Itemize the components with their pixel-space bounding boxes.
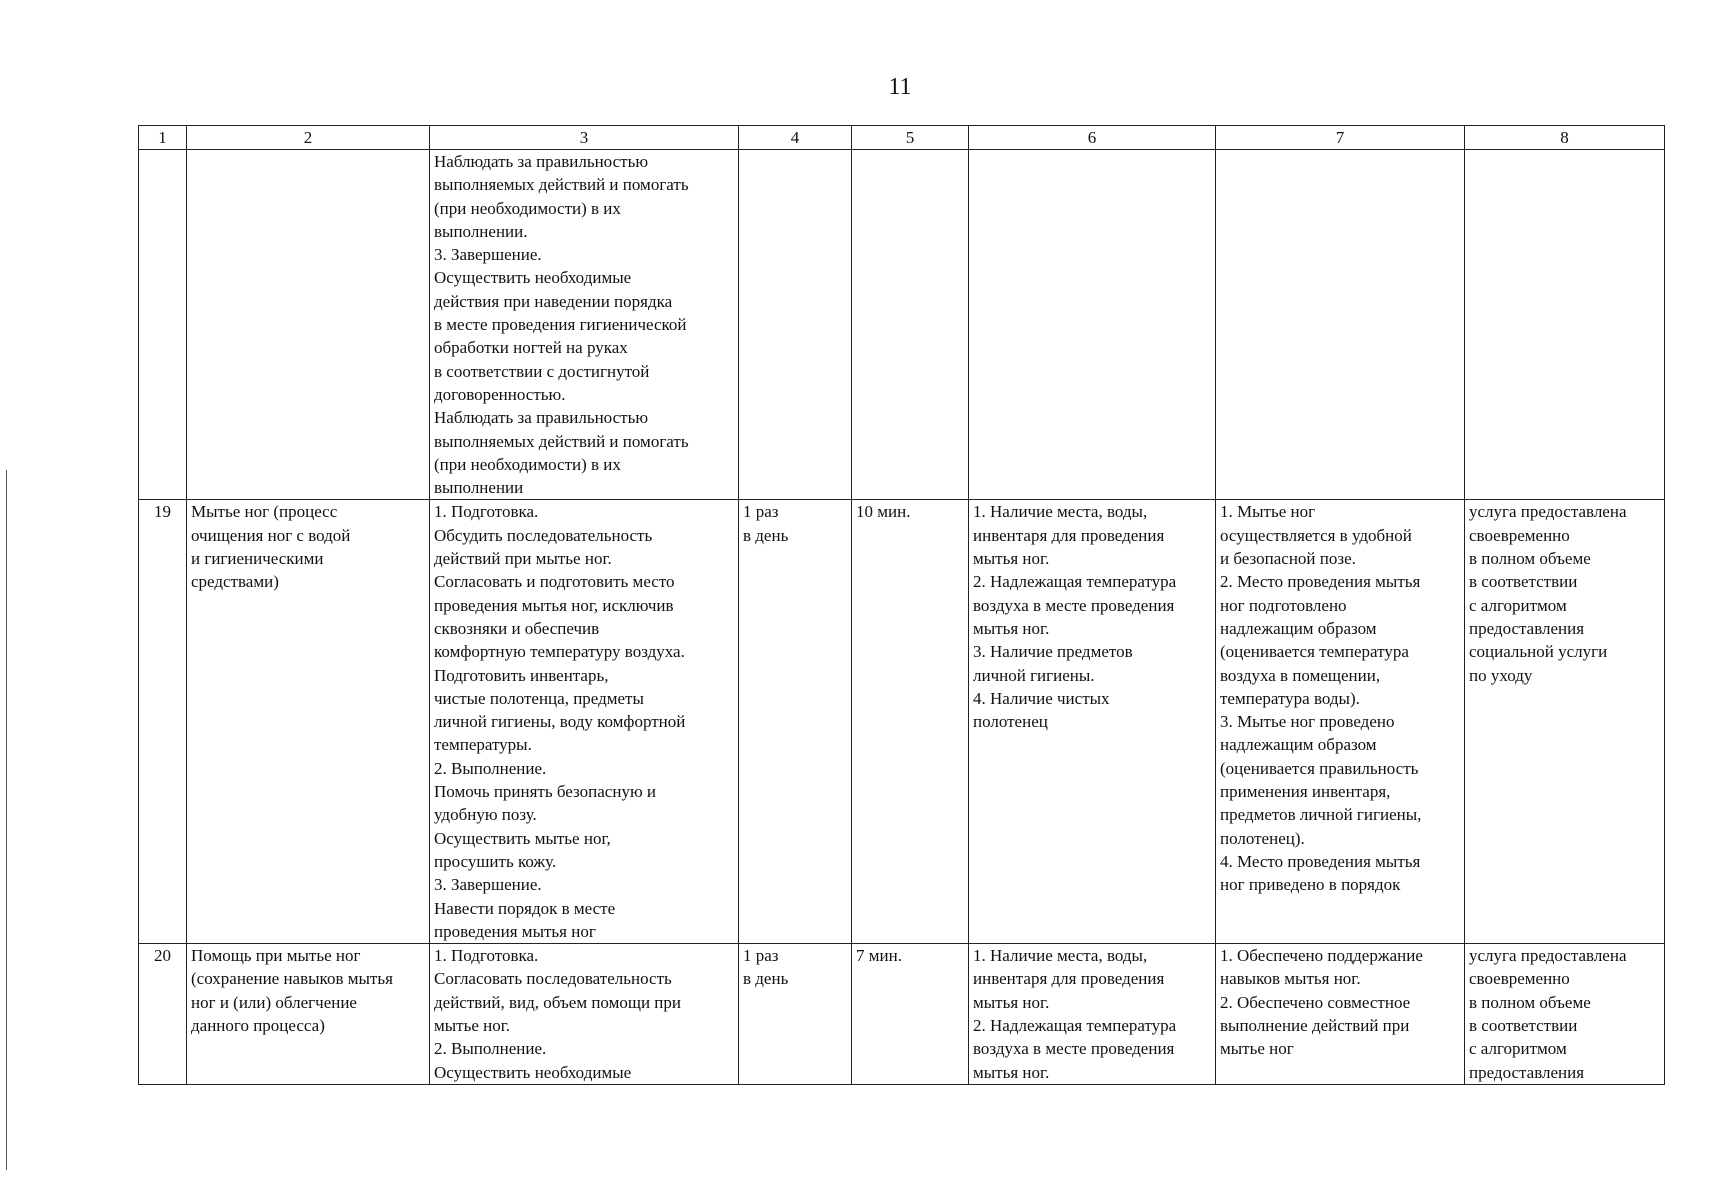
cell-line: ног и (или) облегчение xyxy=(191,992,357,1012)
cell-line: Наблюдать за правильностью xyxy=(434,408,649,428)
cell-line: выполняемых действий и помогать xyxy=(434,175,689,195)
cell-empty xyxy=(1465,150,1665,500)
cell-line: 1. Обеспечено поддержание xyxy=(1220,946,1423,966)
cell-line: 1. Наличие места, воды, xyxy=(973,946,1148,966)
cell-line: предоставления xyxy=(1469,1062,1585,1082)
header-col-2: 2 xyxy=(187,126,430,150)
cell-line: 2. Надлежащая температура xyxy=(973,1015,1177,1035)
left-margin-line xyxy=(6,470,7,1170)
cell-line: мытья ног. xyxy=(973,1062,1050,1082)
cell-line: мытья ног. xyxy=(973,618,1050,638)
cell-line: Подготовить инвентарь, xyxy=(434,665,609,685)
cell-evaluation xyxy=(1465,944,1665,1085)
cell-line: инвентаря для проведения xyxy=(973,969,1165,989)
cell-line: (при необходимости) в их xyxy=(434,198,621,218)
cell-service-name xyxy=(187,500,430,944)
cell-line: выполнение действий при xyxy=(1220,1015,1410,1035)
header-col-6: 6 xyxy=(969,126,1216,150)
cell-line: по уходу xyxy=(1469,665,1533,685)
cell-line: Согласовать последовательность xyxy=(434,969,672,989)
cell-line: проведения мытья ног xyxy=(434,921,596,941)
cell-line: своевременно xyxy=(1469,969,1570,989)
cell-quality-indicators xyxy=(1216,500,1465,944)
cell-line: в соответствии xyxy=(1469,1015,1578,1035)
cell-line: с алгоритмом xyxy=(1469,1039,1567,1059)
cell-line: действия при наведении порядка xyxy=(434,291,673,311)
cell-line: сквозняки и обеспечив xyxy=(434,618,600,638)
cell-actions xyxy=(430,500,739,944)
cell-line: в месте проведения гигиенической xyxy=(434,315,687,335)
cell-line: мытья ног. xyxy=(973,992,1050,1012)
cell-line: личной гигиены. xyxy=(973,665,1095,685)
cell-line: в соответствии с достигнутой xyxy=(434,361,650,381)
cell-line: воздуха в месте проведения xyxy=(973,1039,1175,1059)
cell-line: средствами) xyxy=(191,572,279,592)
cell-line: Согласовать и подготовить место xyxy=(434,572,675,592)
cell-evaluation xyxy=(1465,500,1665,944)
cell-conditions xyxy=(969,944,1216,1085)
cell-empty xyxy=(969,150,1216,500)
cell-line: инвентаря для проведения xyxy=(973,525,1165,545)
cell-line: в полном объеме xyxy=(1469,549,1591,569)
table-row xyxy=(139,500,1665,944)
cell-line: 3. Завершение. xyxy=(434,875,542,895)
cell-line: 7 мин. xyxy=(856,946,902,966)
cell-line: чистые полотенца, предметы xyxy=(434,688,644,708)
cell-frequency xyxy=(739,500,852,944)
cell-line: личной гигиены, воду комфортной xyxy=(434,712,686,732)
header-col-7: 7 xyxy=(1216,126,1465,150)
cell-line: и гигиеническими xyxy=(191,549,324,569)
cell-line: услуга предоставлена xyxy=(1469,502,1627,522)
header-col-4: 4 xyxy=(739,126,852,150)
cell-line: 2. Выполнение. xyxy=(434,758,547,778)
cell-line: в полном объеме xyxy=(1469,992,1591,1012)
cell-line: действий, вид, объем помощи при xyxy=(434,992,681,1012)
cell-line: Мытье ног (процесс xyxy=(191,502,338,522)
cell-empty xyxy=(852,150,969,500)
cell-line: 2. Обеспечено совместное xyxy=(1220,992,1411,1012)
cell-line: ног подготовлено xyxy=(1220,595,1347,615)
cell-line: осуществляется в удобной xyxy=(1220,525,1412,545)
cell-frequency xyxy=(739,944,852,1085)
table-row xyxy=(139,944,1665,1085)
cell-empty xyxy=(187,150,430,500)
cell-line: Осуществить необходимые xyxy=(434,268,632,288)
cell-line: обработки ногтей на руках xyxy=(434,338,628,358)
cell-line: 1. Подготовка. xyxy=(434,502,539,522)
header-row xyxy=(139,126,1665,150)
services-table xyxy=(138,125,1665,1085)
cell-line: данного процесса) xyxy=(191,1015,325,1035)
cell-line: воздуха в помещении, xyxy=(1220,665,1381,685)
cell-quality-indicators xyxy=(1216,944,1465,1085)
cell-line: (оценивается правильность xyxy=(1220,758,1419,778)
cell-line: 2. Выполнение. xyxy=(434,1039,547,1059)
cell-line: 4. Место проведения мытья xyxy=(1220,851,1421,871)
table-row-continuation xyxy=(139,150,1665,500)
cell-line: Осуществить мытье ног, xyxy=(434,828,611,848)
cell-line: выполняемых действий и помогать xyxy=(434,431,689,451)
cell-line: мытье ног. xyxy=(434,1015,511,1035)
cell-line: выполнении. xyxy=(434,221,528,241)
cell-line: 1 раз xyxy=(743,502,779,522)
cell-line: в соответствии xyxy=(1469,572,1578,592)
cell-line: надлежащим образом xyxy=(1220,618,1377,638)
cell-line: 2. Место проведения мытья xyxy=(1220,572,1421,592)
cell-line: температура воды). xyxy=(1220,688,1360,708)
cell-line: Навести порядок в месте xyxy=(434,898,616,918)
cell-line: мытье ног xyxy=(1220,1039,1294,1059)
cell-line: комфортную температуру воздуха. xyxy=(434,642,685,662)
cell-line: выполнении xyxy=(434,478,524,498)
cell-empty xyxy=(139,150,187,500)
cell-line: с алгоритмом xyxy=(1469,595,1567,615)
cell-duration xyxy=(852,944,969,1085)
cell-line: 10 мин. xyxy=(856,502,911,522)
header-col-3: 3 xyxy=(430,126,739,150)
cell-line: 1. Наличие места, воды, xyxy=(973,502,1148,522)
cell-line: Наблюдать за правильностью xyxy=(434,152,649,171)
cell-line: удобную позу. xyxy=(434,805,537,825)
cell-line: своевременно xyxy=(1469,525,1570,545)
cell-line: 2. Надлежащая температура xyxy=(973,572,1177,592)
cell-empty xyxy=(739,150,852,500)
cell-line: полотенец). xyxy=(1220,828,1305,848)
cell-line: мытья ног. xyxy=(973,549,1050,569)
cell-line: навыков мытья ног. xyxy=(1220,969,1361,989)
cell-line: предметов личной гигиены, xyxy=(1220,805,1422,825)
cell-line: услуга предоставлена xyxy=(1469,946,1627,966)
cell-line: действий при мытье ног. xyxy=(434,549,612,569)
cell-line: 1 раз xyxy=(743,946,779,966)
page-number: 11 xyxy=(888,74,912,100)
cell-line: (при необходимости) в их xyxy=(434,454,621,474)
cell-line: Обсудить последовательность xyxy=(434,525,653,545)
cell-line: 3. Завершение. xyxy=(434,245,542,265)
cell-line: проведения мытья ног, исключив xyxy=(434,595,674,615)
cell-actions xyxy=(430,150,739,500)
cell-line: 3. Наличие предметов xyxy=(973,642,1133,662)
header-col-8: 8 xyxy=(1465,126,1665,150)
cell-line: надлежащим образом xyxy=(1220,735,1377,755)
cell-line: социальной услуги xyxy=(1469,642,1608,662)
cell-empty xyxy=(1216,150,1465,500)
cell-line: Помочь принять безопасную и xyxy=(434,782,656,802)
cell-line: температуры. xyxy=(434,735,532,755)
cell-line: 3. Мытье ног проведено xyxy=(1220,712,1395,732)
cell-line: договоренностью. xyxy=(434,384,566,404)
cell-line: (оценивается температура xyxy=(1220,642,1409,662)
cell-line: в день xyxy=(743,525,789,545)
cell-line: (сохранение навыков мытья xyxy=(191,969,393,989)
cell-line: и безопасной позе. xyxy=(1220,549,1356,569)
cell-line: полотенец xyxy=(973,712,1048,732)
cell-line: Помощь при мытье ног xyxy=(191,946,361,966)
cell-line: применения инвентаря, xyxy=(1220,782,1391,802)
cell-line: 1. Подготовка. xyxy=(434,946,539,966)
cell-line: 1. Мытье ног xyxy=(1220,502,1316,522)
cell-duration xyxy=(852,500,969,944)
cell-line: ног приведено в порядок xyxy=(1220,875,1401,895)
row-number: 19 xyxy=(139,500,187,944)
cell-line: просушить кожу. xyxy=(434,851,557,871)
cell-actions xyxy=(430,944,739,1085)
cell-service-name xyxy=(187,944,430,1085)
cell-conditions xyxy=(969,500,1216,944)
row-number: 20 xyxy=(139,944,187,1085)
cell-line: 4. Наличие чистых xyxy=(973,688,1110,708)
cell-line: предоставления xyxy=(1469,618,1585,638)
header-col-5: 5 xyxy=(852,126,969,150)
cell-line: очищения ног с водой xyxy=(191,525,351,545)
cell-line: Осуществить необходимые xyxy=(434,1062,632,1082)
cell-line: воздуха в месте проведения xyxy=(973,595,1175,615)
header-col-1: 1 xyxy=(139,126,187,150)
cell-line: в день xyxy=(743,969,789,989)
